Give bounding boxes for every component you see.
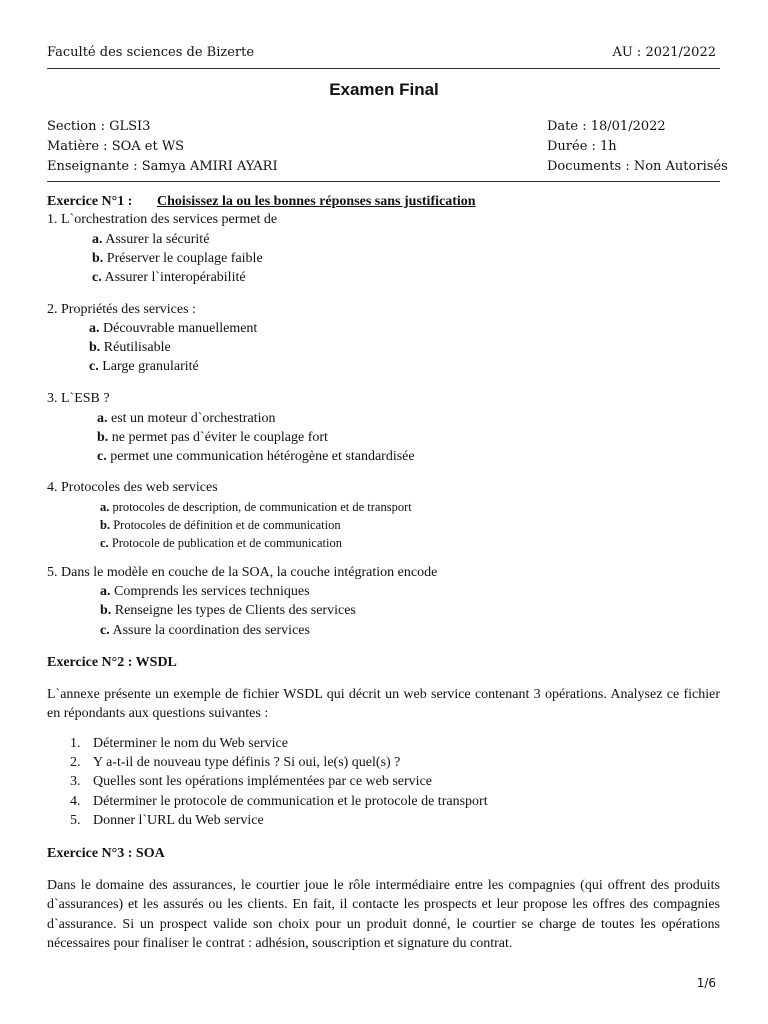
- exercise2-title: Exercice N°2 : WSDL: [47, 655, 177, 670]
- exercise3-title: Exercice N°3 : SOA: [47, 846, 165, 861]
- list-item: Déterminer le nom du Web service: [93, 736, 288, 751]
- option-item: b. Renseigne les types de Clients des services: [100, 603, 356, 618]
- list-item: Y a-t-il de nouveau type définis ? Si oui, le(s) quel(s) ?: [93, 755, 401, 770]
- question-1: 1. L`orchestration des services permet de: [47, 212, 278, 227]
- option-item: c. Assure la coordination des services: [100, 623, 310, 638]
- option-item: b. Protocoles de définition et de communication: [100, 518, 341, 532]
- option-item: c. Protocole de publication et de communication: [100, 536, 342, 550]
- question-2: 2. Propriétés des services :: [47, 302, 196, 317]
- option-item: a. Assurer la sécurité: [92, 232, 210, 247]
- institution-name: Faculté des sciences de Bizerte: [47, 45, 255, 60]
- academic-year: AU : 2021/2022: [612, 45, 716, 60]
- option-item: c. permet une communication hétérogène et standardisée: [97, 449, 415, 464]
- option-item: a. Comprends les services techniques: [100, 584, 310, 599]
- option-item: b. ne permet pas d`éviter le couplage fort: [97, 430, 328, 445]
- section-info: Section : GLSI3: [47, 119, 151, 134]
- list-item-number: 2.: [70, 755, 81, 770]
- question-3: 3. L`ESB ?: [47, 391, 110, 406]
- option-item: c. Large granularité: [89, 359, 199, 374]
- option-item: a. protocoles de description, de communication et de transport: [100, 500, 412, 514]
- list-item-number: 1.: [70, 736, 81, 751]
- exercise3-text: Dans le domaine des assurances, le courtier joue le rôle intermédiaire entre les compagnies (qui offrent des produits d`assurances) et les assurés ou les clients. En fait, il contacte les prospects et leur propose les offres des compagnies d`assurance. Si un prospect valide son choix pour un produit donné, le courtier se charge de toutes les opérations nécessaires pour finaliser le contrat : adhésion, souscription et signature du contrat.: [47, 878, 720, 951]
- question-4: 4. Protocoles des web services: [47, 480, 218, 495]
- header-rule-bottom: [47, 181, 720, 182]
- option-item: a. est un moteur d`orchestration: [97, 411, 276, 426]
- exercise1-instruction: Choisissez la ou les bonnes réponses sans justification: [157, 194, 476, 209]
- exam-title: Examen Final: [329, 80, 439, 99]
- teacher-info: Enseignante : Samya AMIRI AYARI: [47, 159, 278, 174]
- option-item: a. Découvrable manuellement: [89, 321, 258, 336]
- option-item: b. Préserver le couplage faible: [92, 251, 263, 266]
- list-item: Donner l`URL du Web service: [93, 813, 264, 828]
- exam-duration: Durée : 1h: [547, 139, 617, 154]
- exercise2-intro: L`annexe présente un exemple de fichier WSDL qui décrit un web service contenant 3 opérations. Analysez ce fichier en répondants aux questions suivantes :: [47, 687, 720, 722]
- list-item: Quelles sont les opérations implémentées par ce web service: [93, 774, 432, 789]
- list-item-number: 4.: [70, 794, 81, 809]
- question-5: 5. Dans le modèle en couche de la SOA, la couche intégration encode: [47, 565, 438, 580]
- exam-date: Date : 18/01/2022: [547, 119, 666, 134]
- documents-policy: Documents : Non Autorisés: [547, 159, 728, 174]
- option-item: b. Réutilisable: [89, 340, 171, 355]
- list-item-number: 3.: [70, 774, 81, 789]
- header-rule-top: [47, 68, 720, 69]
- option-item: c. Assurer l`interopérabilité: [92, 270, 246, 285]
- subject-info: Matière : SOA et WS: [47, 139, 185, 154]
- list-item: Déterminer le protocole de communication et le protocole de transport: [93, 794, 488, 809]
- page-number: 1/6: [696, 976, 716, 990]
- list-item-number: 5.: [70, 813, 81, 828]
- exercise1-label: Exercice N°1 :: [47, 194, 133, 209]
